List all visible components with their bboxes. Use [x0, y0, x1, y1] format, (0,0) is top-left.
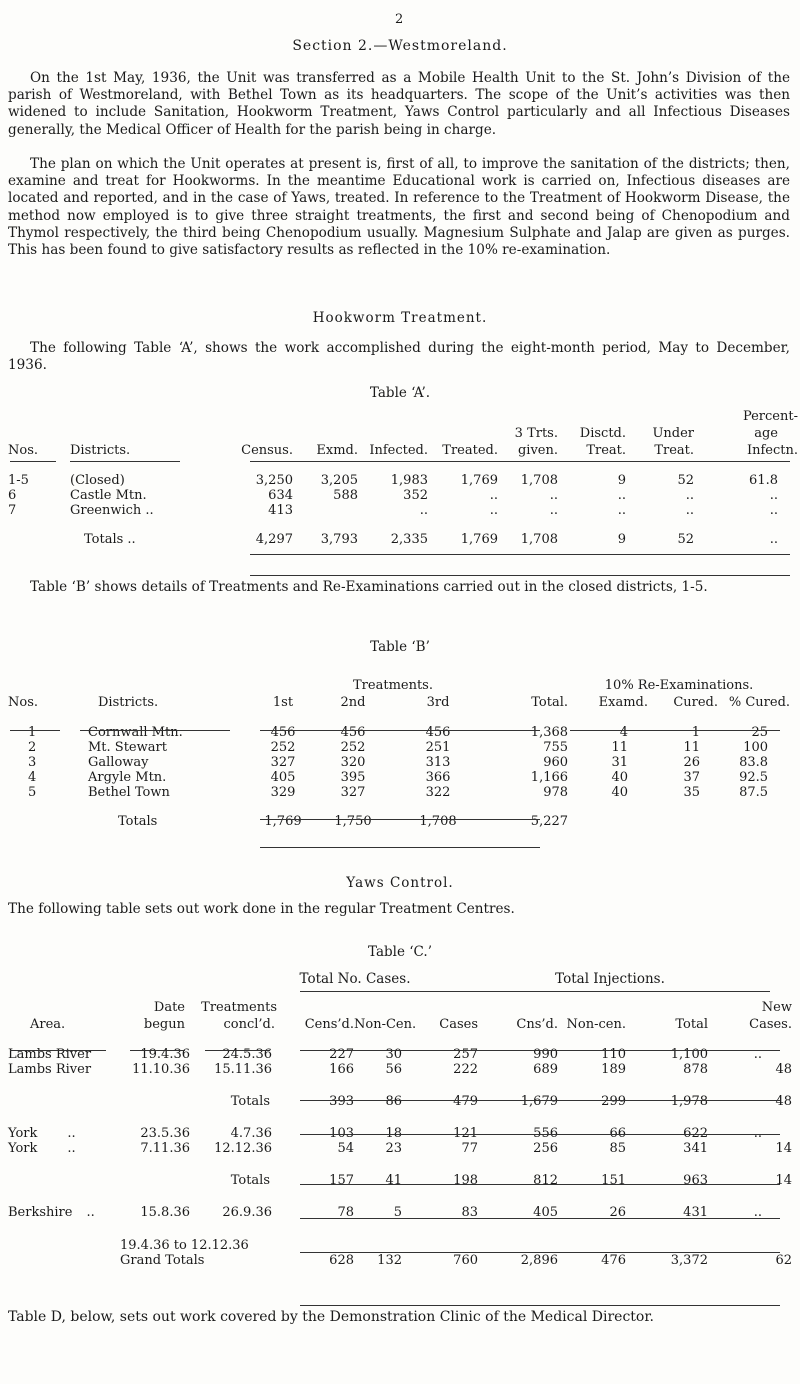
yaws-heading: Yaws Control.: [346, 875, 454, 891]
cell-concl: 4.7.36: [230, 1126, 272, 1141]
cell-exmd: 588: [333, 488, 358, 503]
cell-new: 14: [775, 1173, 792, 1188]
cell-censd: 166: [329, 1062, 354, 1077]
cell-exmd: [293, 503, 358, 518]
rule: [260, 819, 540, 820]
cell-label: Totals ..: [84, 532, 136, 547]
table-c-header-date-bottom: begun: [143, 1017, 185, 1032]
cell-first: 329: [270, 785, 296, 800]
cell-cnsd: 405: [533, 1205, 558, 1220]
cell-label: Grand Totals: [120, 1253, 205, 1268]
cell-noncen2: 476: [601, 1253, 626, 1268]
cell-total: 622: [683, 1126, 708, 1141]
intro-paragraph-1: On the 1st May, 1936, the Unit was transferred as a Mobile Health Unit to the St. John’s Division of the parish of Westmoreland, with Bethel Town as its headquarters. The scope of the Unit’s activities was then widened to include Sanitation, Hookworm Treatment, Yaws Control particularly and all Infectious Diseases generally, the Medical Officer of Health for the parish being in charge.: [8, 70, 790, 138]
table-b-title: Table ‘B’: [370, 639, 430, 655]
table-c-header-new-bottom: Cases.: [749, 1017, 792, 1032]
cell-nos: 7: [8, 503, 17, 518]
cell-cases: 198: [453, 1173, 478, 1188]
cell-treated: ..: [489, 488, 498, 503]
cell-nos: 1-5: [8, 473, 29, 488]
table-row: [8, 785, 790, 800]
table-c-header-cases: Cases: [439, 1017, 478, 1032]
rule: [300, 1184, 780, 1185]
cell-second: 320: [340, 755, 366, 770]
cell-begun: 15.8.36: [140, 1205, 190, 1220]
cell-new: 48: [775, 1062, 792, 1077]
cell-pct: 100: [743, 740, 769, 755]
table-c-title: Table ‘C.’: [368, 944, 432, 960]
rule: [300, 1050, 780, 1051]
cell-pct: ..: [769, 503, 778, 518]
cell-cnsd: 1,679: [520, 1094, 558, 1109]
cell-cases: 257: [453, 1047, 478, 1062]
cell-new: 14: [775, 1141, 792, 1156]
table-c-header-noncen2: Non-cen.: [566, 1017, 626, 1032]
table-c-grand-range-row: [8, 1238, 792, 1253]
table-b-intro: Table ‘B’ shows details of Treatments and Re-Examinations carried out in the closed districts, 1-5.: [30, 579, 708, 595]
cell-total: 960: [543, 755, 569, 770]
cell-disctd: ..: [617, 503, 626, 518]
cell-concl: 24.5.36: [222, 1047, 272, 1062]
cell-examd: 11: [611, 740, 629, 755]
cell-disctd: 9: [617, 473, 626, 488]
table-row: [8, 755, 790, 770]
table-b-header-third: 3rd: [426, 695, 450, 710]
cell-label: Totals: [118, 814, 158, 829]
cell-first: 1,769: [264, 814, 302, 829]
table-a-header-districts: Districts.: [70, 443, 131, 458]
cell-cured: 1: [691, 725, 701, 740]
cell-infected: 352: [403, 488, 428, 503]
cell-censd: 78: [337, 1205, 354, 1220]
cell-trts: ..: [549, 503, 558, 518]
table-a-header-disctd-top: Disctd.: [579, 426, 626, 441]
table-row: [8, 488, 798, 503]
cell-district: Bethel Town: [88, 785, 170, 800]
cell-area: York ..: [8, 1126, 76, 1141]
table-c-header-noncen: Non-Cen.: [354, 1017, 417, 1032]
table-b-header-second: 2nd: [340, 695, 366, 710]
cell-noncen2: 299: [601, 1094, 626, 1109]
cell-district: Greenwich ..: [70, 503, 154, 518]
table-c-subtotal-row: [8, 1173, 792, 1188]
cell-area: Lambs River: [8, 1047, 92, 1062]
cell-pct: 87.5: [739, 785, 769, 800]
rule: [205, 1050, 270, 1051]
cell-noncen: 86: [385, 1094, 402, 1109]
cell-cured: 37: [683, 770, 701, 785]
footer-paragraph: Table D, below, sets out work covered by the Demonstration Clinic of the Medical Director.: [8, 1309, 654, 1325]
cell-new: ..: [753, 1126, 762, 1141]
hookworm-paragraph: The following Table ‘A’, shows the work accomplished during the eight-month period, May to December, 1936.: [8, 340, 790, 374]
table-row: [8, 770, 790, 785]
table-c-header-area: Area.: [30, 1017, 66, 1032]
cell-noncen2: 110: [601, 1047, 626, 1062]
cell-new: 48: [775, 1094, 792, 1109]
cell-second: 395: [340, 770, 366, 785]
cell-treated: 1,769: [460, 473, 498, 488]
cell-first: 252: [270, 740, 296, 755]
cell-second: 1,750: [334, 814, 372, 829]
rule: [300, 991, 770, 992]
cell-cases: 760: [453, 1253, 478, 1268]
cell-noncen: 132: [377, 1253, 402, 1268]
rule: [80, 730, 230, 731]
rule: [300, 1305, 780, 1306]
cell-censd: 628: [329, 1253, 354, 1268]
table-b-group-reexam: 10% Re-Examinations.: [604, 678, 754, 693]
cell-nos: 6: [8, 488, 17, 503]
table-a-header-under-top: Under: [652, 426, 694, 441]
table-a-header-nos: Nos.: [8, 443, 39, 458]
cell-pct: ..: [769, 532, 778, 547]
cell-census: 413: [268, 503, 293, 518]
table-a-header-exmd: Exmd.: [316, 443, 358, 458]
rule: [260, 847, 540, 848]
cell-total: 963: [683, 1173, 708, 1188]
table-a-header-under-bottom: Treat.: [654, 443, 694, 458]
cell-noncen: 41: [385, 1173, 402, 1188]
cell-trts: 1,708: [520, 473, 558, 488]
cell-censd: 393: [329, 1094, 354, 1109]
table-c-group-cases: Total No. Cases.: [299, 971, 411, 987]
table-b-header-cured: Cured.: [673, 695, 719, 710]
cell-total: 1,368: [530, 725, 569, 740]
table-a-header-pct-1: Percent-: [742, 409, 798, 424]
cell-area: Lambs River: [8, 1062, 92, 1077]
cell-noncen: 23: [385, 1141, 402, 1156]
intro-paragraph-2: The plan on which the Unit operates at present is, first of all, to improve the sanitation of the districts; then, examine and treat for Hookworms. In the meantime Educational work is carried on, Infectious diseases are located and reported, and in the case of Yaws, treated. In reference to the Treatment of Hookworm Disease, the method now employed is to give three straight treatments, the first and second being of Chenopodium and Thymol respectively, the third being Chenopodium usually. Magnesium Sulphate and Jalap are given as purges. This has been found to give satisfactory results as reflected in the 10% re-examination.: [8, 156, 790, 259]
cell-cured: 26: [683, 755, 701, 770]
cell-exmd: 3,205: [320, 473, 358, 488]
table-row: [8, 740, 790, 755]
table-b-header-examd: Examd.: [598, 695, 649, 710]
cell-noncen: 56: [385, 1062, 402, 1077]
table-a-header-pct-3: Infectn.: [746, 443, 798, 458]
cell-total: 1,978: [670, 1094, 708, 1109]
cell-district: Galloway: [88, 755, 149, 770]
cell-noncen2: 151: [601, 1173, 626, 1188]
table-row: [8, 1141, 792, 1156]
cell-cured: 35: [683, 785, 701, 800]
hookworm-heading: Hookworm Treatment.: [312, 310, 488, 326]
cell-begun: 23.5.36: [140, 1126, 190, 1141]
cell-trts: 1,708: [520, 532, 558, 547]
cell-concl: 15.11.36: [214, 1062, 272, 1077]
table-row: [8, 725, 790, 740]
rule: [260, 730, 540, 731]
cell-under: 52: [677, 532, 694, 547]
cell-under: ..: [685, 503, 694, 518]
table-a-totals-row: [8, 532, 798, 547]
table-c-header-censd: Cens’d.: [304, 1017, 354, 1032]
table-b-header-nos: Nos.: [8, 695, 39, 710]
cell-noncen2: 26: [609, 1205, 626, 1220]
table-b-header-total: Total.: [531, 695, 569, 710]
cell-noncen: 5: [393, 1205, 402, 1220]
cell-cured: 11: [683, 740, 701, 755]
cell-cases: 83: [461, 1205, 478, 1220]
rule: [250, 461, 790, 462]
cell-infected: ..: [419, 503, 428, 518]
cell-label: Totals: [230, 1173, 270, 1188]
cell-total: 755: [543, 740, 569, 755]
cell-second: 252: [340, 740, 366, 755]
cell-treated: ..: [489, 503, 498, 518]
section-title: Section 2.—Westmoreland.: [292, 38, 508, 54]
rule: [300, 1218, 780, 1219]
table-a-header-trts-bottom: given.: [517, 443, 558, 458]
table-b: [8, 677, 790, 829]
cell-pct: 61.8: [749, 473, 778, 488]
table-b-header-pct-cured: % Cured.: [728, 695, 791, 710]
cell-noncen: 18: [385, 1126, 402, 1141]
cell-cases: 479: [453, 1094, 478, 1109]
rule: [10, 1050, 106, 1051]
cell-total: 431: [683, 1205, 708, 1220]
cell-censd: 157: [329, 1173, 354, 1188]
cell-second: 327: [340, 785, 366, 800]
table-c-header-cnsd: Cns’d.: [516, 1017, 558, 1032]
cell-examd: 40: [611, 770, 629, 785]
yaws-paragraph: The following table sets out work done in the regular Treatment Centres.: [8, 901, 515, 917]
cell-total: 341: [683, 1141, 708, 1156]
cell-examd: 40: [611, 785, 629, 800]
cell-total: 1,100: [670, 1047, 708, 1062]
cell-third: 456: [425, 725, 451, 740]
rule: [300, 1100, 780, 1101]
cell-district: Castle Mtn.: [70, 488, 147, 503]
cell-pct: ..: [769, 488, 778, 503]
cell-cnsd: 689: [533, 1062, 558, 1077]
rule: [130, 1050, 185, 1051]
cell-noncen: 30: [385, 1047, 402, 1062]
cell-trts: ..: [549, 488, 558, 503]
cell-area: Berkshire ..: [8, 1205, 95, 1220]
table-c-group-injections: Total Injections.: [555, 971, 665, 987]
cell-first: 456: [270, 725, 296, 740]
rule: [70, 461, 180, 462]
cell-begun: 11.10.36: [132, 1062, 190, 1077]
cell-new: ..: [753, 1205, 762, 1220]
cell-nos: 1: [28, 725, 37, 740]
cell-first: 327: [270, 755, 296, 770]
table-a-header-treated: Treated.: [442, 443, 498, 458]
cell-concl: 12.12.36: [214, 1141, 272, 1156]
cell-exmd: 3,793: [320, 532, 358, 547]
table-c-subtotal-row: [8, 1094, 792, 1109]
table-c-header-treat-bottom: concl’d.: [223, 1017, 275, 1032]
cell-noncen2: 189: [601, 1062, 626, 1077]
cell-nos: 3: [28, 755, 37, 770]
table-a-header-census: Census.: [241, 443, 293, 458]
rule: [250, 554, 790, 555]
cell-cases: 77: [461, 1141, 478, 1156]
cell-district: Mt. Stewart: [88, 740, 167, 755]
cell-third: 313: [425, 755, 451, 770]
cell-nos: 4: [28, 770, 37, 785]
cell-pct: 25: [751, 725, 769, 740]
cell-under: ..: [685, 488, 694, 503]
table-row: [8, 503, 798, 518]
table-c-header-total: Total: [675, 1017, 708, 1032]
cell-total: 3,372: [670, 1253, 708, 1268]
cell-nos: 5: [28, 785, 37, 800]
cell-third: 322: [425, 785, 451, 800]
cell-pct: 92.5: [739, 770, 769, 785]
cell-cnsd: 256: [533, 1141, 558, 1156]
cell-begun: 19.4.36: [140, 1047, 190, 1062]
cell-censd: 227: [329, 1047, 354, 1062]
rule: [10, 730, 60, 731]
table-c-header-treat-top: Treatments: [201, 1000, 277, 1015]
rule: [570, 730, 780, 731]
cell-cases: 222: [453, 1062, 478, 1077]
table-a-header-pct-2: age: [754, 426, 778, 441]
cell-district: (Closed): [70, 473, 125, 488]
cell-label: Totals: [230, 1094, 270, 1109]
cell-third: 1,708: [419, 814, 457, 829]
cell-third: 251: [425, 740, 451, 755]
table-row: [8, 473, 798, 488]
cell-total: 1,166: [530, 770, 569, 785]
table-b-totals-row: [8, 814, 790, 829]
cell-nos: 2: [28, 740, 37, 755]
cell-first: 405: [270, 770, 296, 785]
cell-concl: 26.9.36: [222, 1205, 272, 1220]
cell-range: 19.4.36 to 12.12.36: [120, 1238, 249, 1253]
table-a-header-trts-top: 3 Trts.: [514, 426, 558, 441]
table-b-header-first: 1st: [272, 695, 294, 710]
cell-total: 878: [683, 1062, 708, 1077]
cell-censd: 103: [329, 1126, 354, 1141]
table-a: [8, 408, 798, 547]
cell-census: 3,250: [255, 473, 293, 488]
table-a-header-disctd-bottom: Treat.: [586, 443, 626, 458]
cell-total: 5,227: [530, 814, 569, 829]
cell-district: Argyle Mtn.: [88, 770, 167, 785]
cell-cnsd: 990: [533, 1047, 558, 1062]
cell-disctd: 9: [617, 532, 626, 547]
cell-noncen2: 85: [609, 1141, 626, 1156]
cell-treated: 1,769: [460, 532, 498, 547]
page-number: 2: [395, 12, 404, 27]
table-c-header-date-top: Date: [153, 1000, 185, 1015]
cell-cnsd: 556: [533, 1126, 558, 1141]
table-b-header-districts: Districts.: [98, 695, 159, 710]
rule: [300, 1252, 780, 1253]
rule: [300, 1134, 780, 1135]
rule: [250, 575, 790, 576]
cell-begun: 7.11.36: [140, 1141, 190, 1156]
cell-new: 62: [775, 1253, 792, 1268]
table-a-header-infected: Infected.: [369, 443, 428, 458]
cell-under: 52: [677, 473, 694, 488]
cell-third: 366: [425, 770, 451, 785]
cell-total: 978: [543, 785, 569, 800]
cell-area: York ..: [8, 1141, 76, 1156]
table-c-grand-totals-row: [8, 1253, 792, 1268]
cell-census: 634: [268, 488, 293, 503]
cell-second: 456: [340, 725, 366, 740]
table-a-title: Table ‘A’.: [369, 385, 431, 401]
rule: [10, 461, 56, 462]
table-b-group-treatments: Treatments.: [353, 678, 433, 693]
cell-infected: 1,983: [390, 473, 428, 488]
cell-census: 4,297: [255, 532, 293, 547]
table-c-header-new-top: New: [761, 1000, 792, 1015]
cell-infected: 2,335: [390, 532, 428, 547]
cell-noncen2: 66: [609, 1126, 626, 1141]
cell-district: Cornwall Mtn.: [88, 725, 183, 740]
cell-examd: 4: [619, 725, 629, 740]
cell-cnsd: 812: [533, 1173, 558, 1188]
cell-cnsd: 2,896: [520, 1253, 558, 1268]
cell-censd: 54: [337, 1141, 354, 1156]
cell-disctd: ..: [617, 488, 626, 503]
cell-cases: 121: [453, 1126, 478, 1141]
cell-new: ..: [753, 1047, 762, 1062]
table-row: [8, 1062, 792, 1077]
cell-examd: 31: [611, 755, 629, 770]
cell-pct: 83.8: [739, 755, 769, 770]
